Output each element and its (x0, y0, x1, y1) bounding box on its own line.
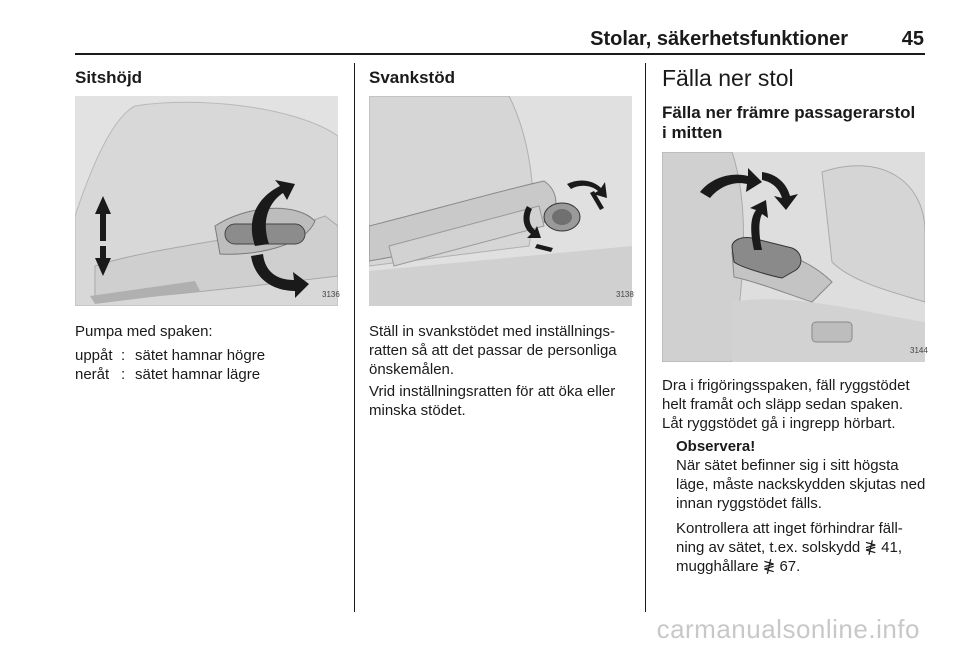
pair-text: sätet hamnar lägre (135, 366, 261, 383)
header-rule (75, 53, 925, 55)
note-text: Kontrollera att inget förhindrar fäll-ning av sätet, t.ex. solskydd ≹ 41, mugghållare ≹ 67. (676, 520, 903, 575)
section-heading-sitshojd: Sitshöjd (75, 68, 143, 87)
paragraph: Ställ in svankstödet med inställnings-ratten så att det passar de personliga önskemålen. (369, 323, 617, 378)
lumbar-support-illustration (369, 96, 632, 306)
note-text: När sätet befinner sig i sitt högsta läge, måste nackskydden skjutas ned innan ryggstödet fälls. (676, 457, 926, 512)
pair-separator: : (121, 366, 126, 383)
list-item (75, 365, 345, 384)
note-title: Observera! (676, 438, 756, 455)
running-header: Stolar, säkerhetsfunktioner (590, 28, 848, 50)
illustration-code: 3136 (322, 290, 340, 299)
illustration-code: 3138 (616, 290, 634, 299)
intro-text: Pumpa med spaken: (75, 323, 213, 340)
fold-seat-illustration (662, 152, 925, 362)
list-item (75, 346, 345, 365)
section-heading-falla-ner-stol: Fälla ner stol (662, 65, 794, 91)
pair-label: uppåt (75, 347, 113, 364)
subsection-heading: Fälla ner främre passagerarstol i mitten (662, 103, 916, 142)
paragraph: Dra i frigöringsspaken, fäll ryggstödet helt framåt och släpp sedan spaken. Låt ryggstödet gå i ingrepp hörbart. (662, 377, 910, 432)
illustration-code: 3144 (910, 346, 928, 355)
seat-height-illustration (75, 96, 338, 306)
column-divider (645, 63, 646, 613)
instruction-list (75, 346, 345, 384)
watermark: carmanualsonline.info (656, 614, 920, 644)
note-box (676, 437, 926, 576)
paragraph: Vrid inställningsratten för att öka eller minska stödet. (369, 383, 616, 419)
pair-separator: : (121, 347, 126, 364)
pair-text: sätet hamnar högre (135, 347, 266, 364)
column-divider (354, 63, 355, 613)
page-number: 45 (901, 28, 924, 50)
section-heading-svankstod: Svankstöd (369, 68, 455, 87)
pair-label: neråt (75, 366, 110, 383)
